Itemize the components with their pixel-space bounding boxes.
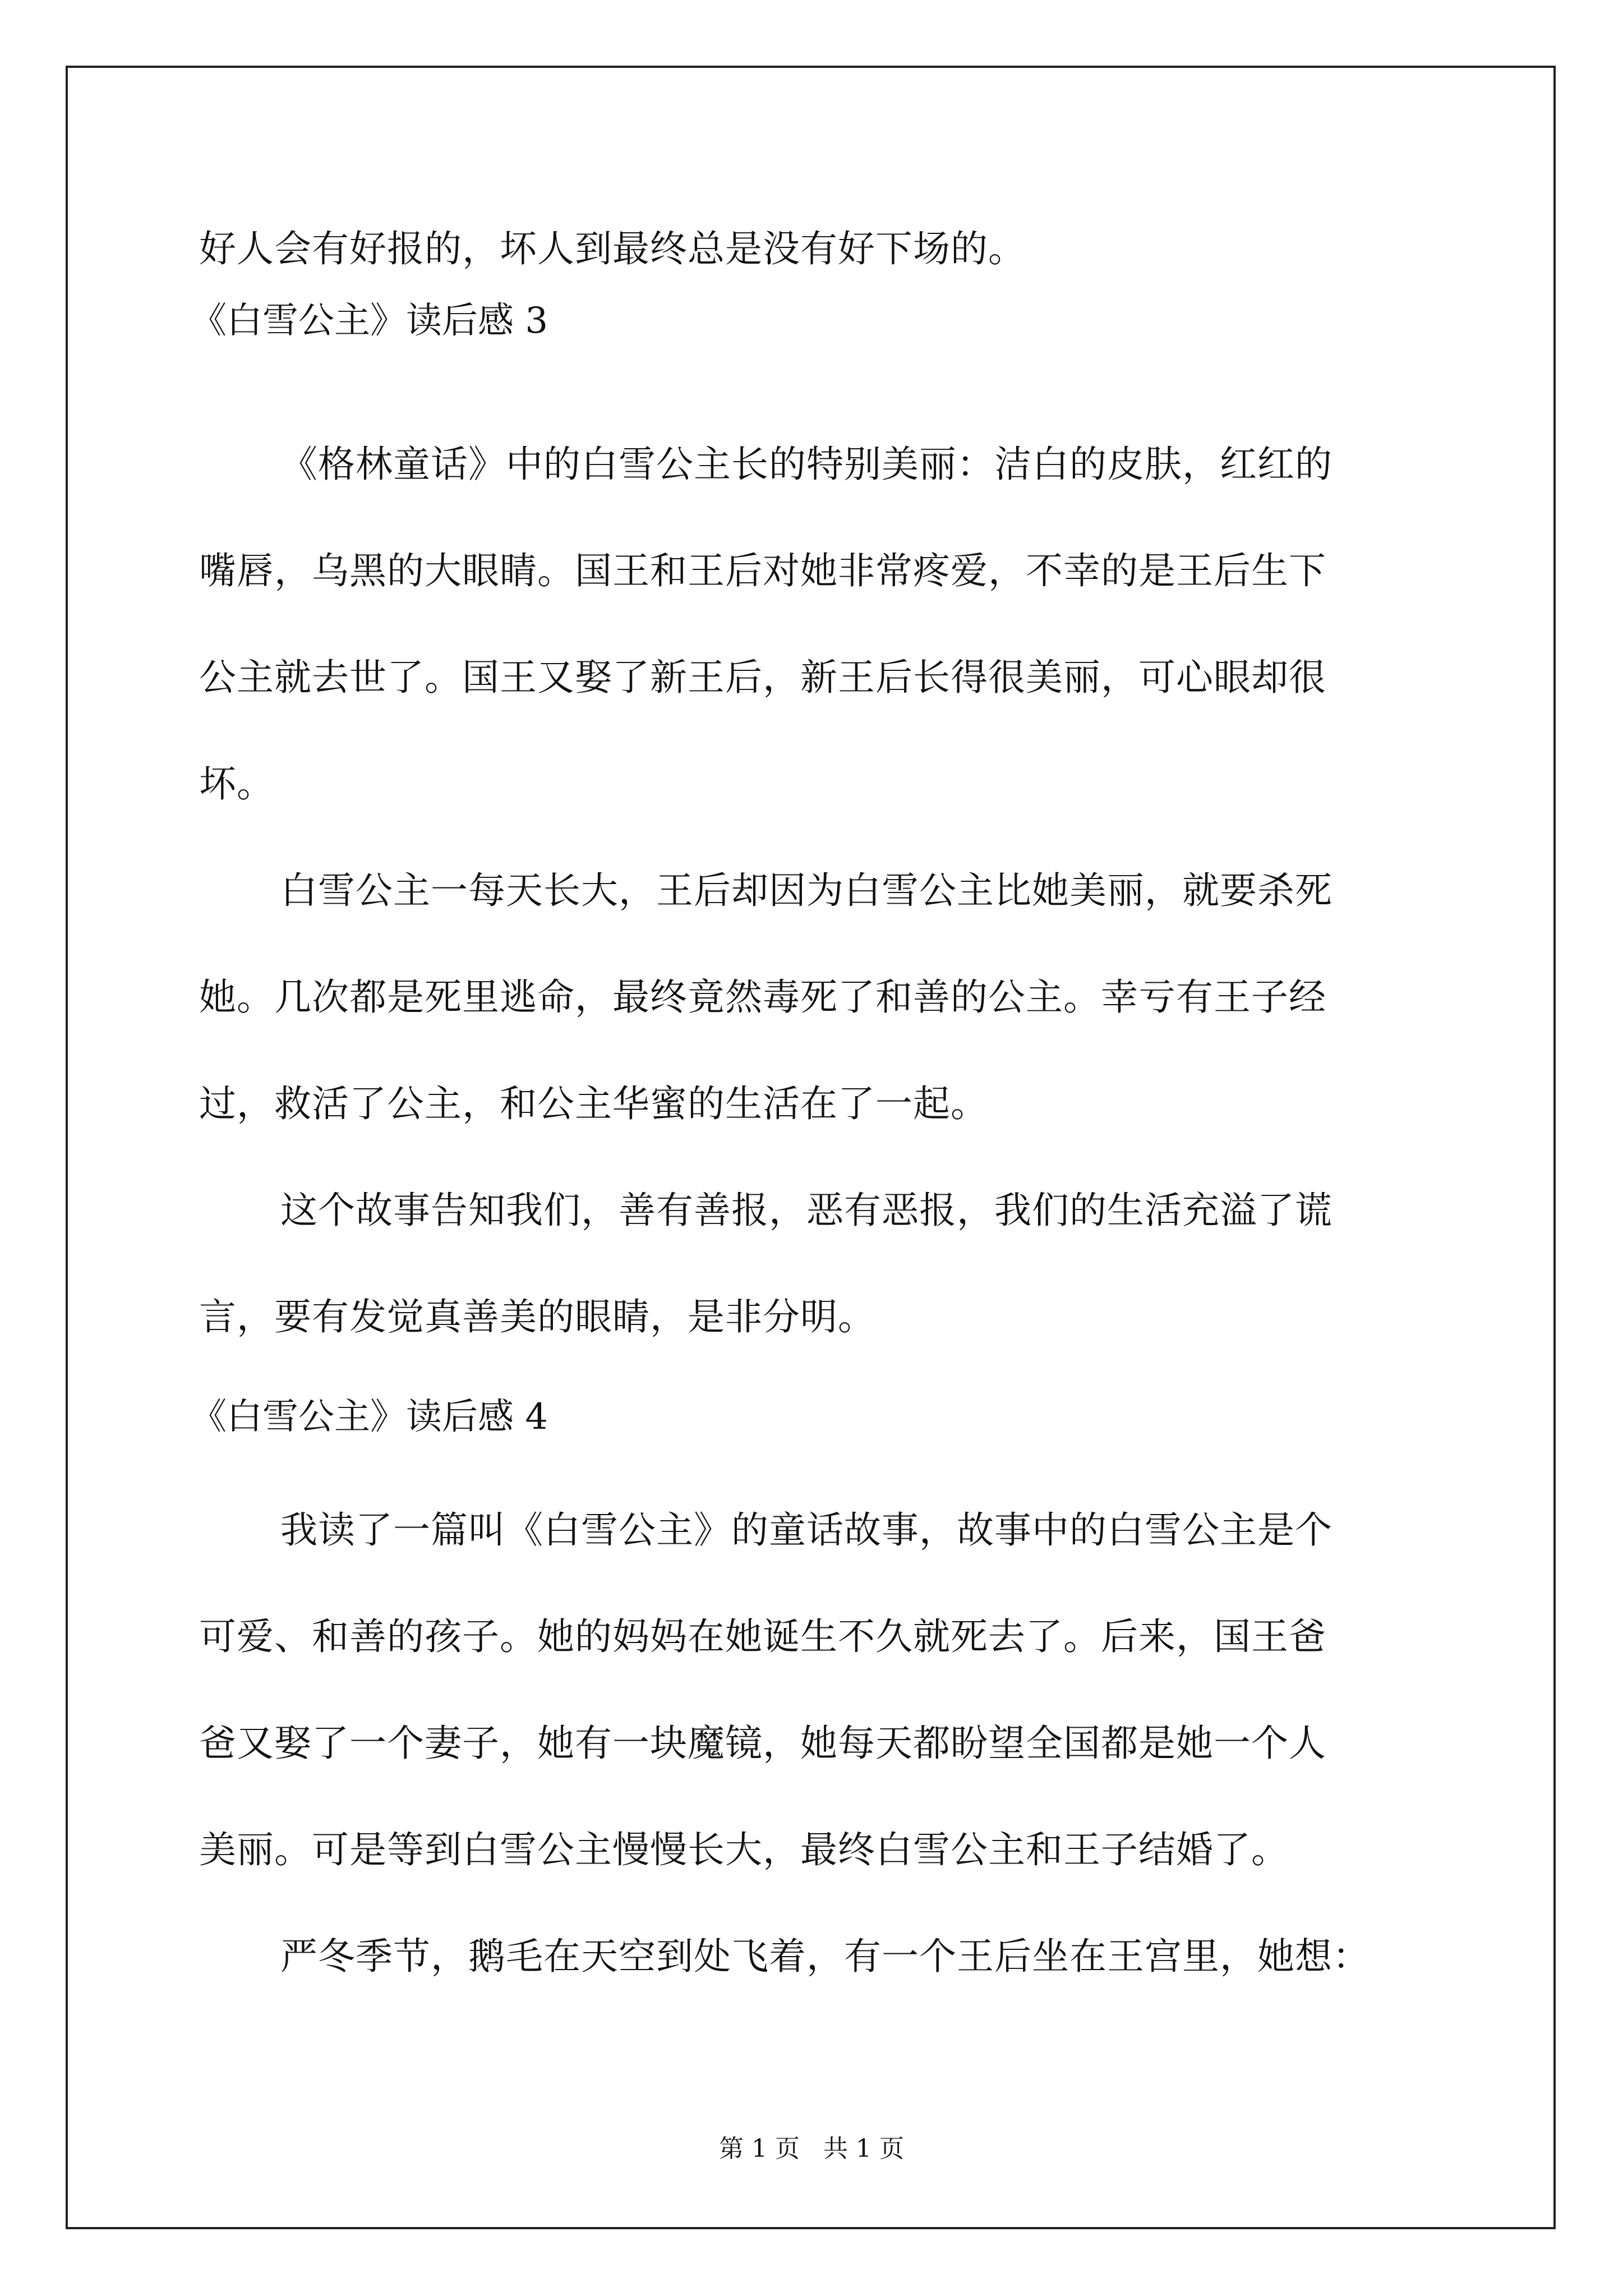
body-line: 美丽。可是等到白雪公主慢慢长大，最终白雪公主和王子结婚了。 — [199, 1828, 1289, 1871]
body-line: 她。几次都是死里逃命，最终竟然毒死了和善的公主。幸亏有王子经 — [199, 976, 1326, 1019]
body-line: 白雪公主一每天长大，王后却因为白雪公主比她美丽，就要杀死 — [280, 869, 1332, 912]
page-border — [66, 66, 1556, 2229]
body-line: 严冬季节，鹅毛在天空到处飞着，有一个王后坐在王宫里，她想： — [280, 1935, 1370, 1978]
page-footer: 第 1 页 共 1 页 — [719, 2134, 904, 2163]
body-line: 这个故事告知我们，善有善报，恶有恶报，我们的生活充溢了谎 — [280, 1189, 1332, 1232]
body-line: 公主就去世了。国王又娶了新王后，新王后长得很美丽，可心眼却很 — [199, 656, 1326, 699]
body-line: 嘴唇，乌黑的大眼睛。国王和王后对她非常疼爱，不幸的是王后生下 — [199, 549, 1326, 592]
body-line: 好人会有好报的，坏人到最终总是没有好下场的。 — [199, 227, 1026, 270]
section-heading: 《白雪公主》读后感 3 — [191, 300, 548, 342]
body-line: 言，要有发觉真善美的眼睛，是非分明。 — [199, 1295, 875, 1338]
body-line: 可爱、和善的孩子。她的妈妈在她诞生不久就死去了。后来，国王爸 — [199, 1615, 1326, 1658]
body-line: 坏。 — [199, 762, 274, 806]
body-line: 我读了一篇叫《白雪公主》的童话故事，故事中的白雪公主是个 — [280, 1508, 1332, 1552]
body-line: 《格林童话》中的白雪公主长的特别美丽：洁白的皮肤，红红的 — [280, 443, 1332, 486]
body-line: 爸又娶了一个妻子，她有一块魔镜，她每天都盼望全国都是她一个人 — [199, 1722, 1326, 1765]
section-heading: 《白雪公主》读后感 4 — [191, 1396, 548, 1438]
body-line: 过，救活了公主，和公主华蜜的生活在了一起。 — [199, 1082, 988, 1125]
